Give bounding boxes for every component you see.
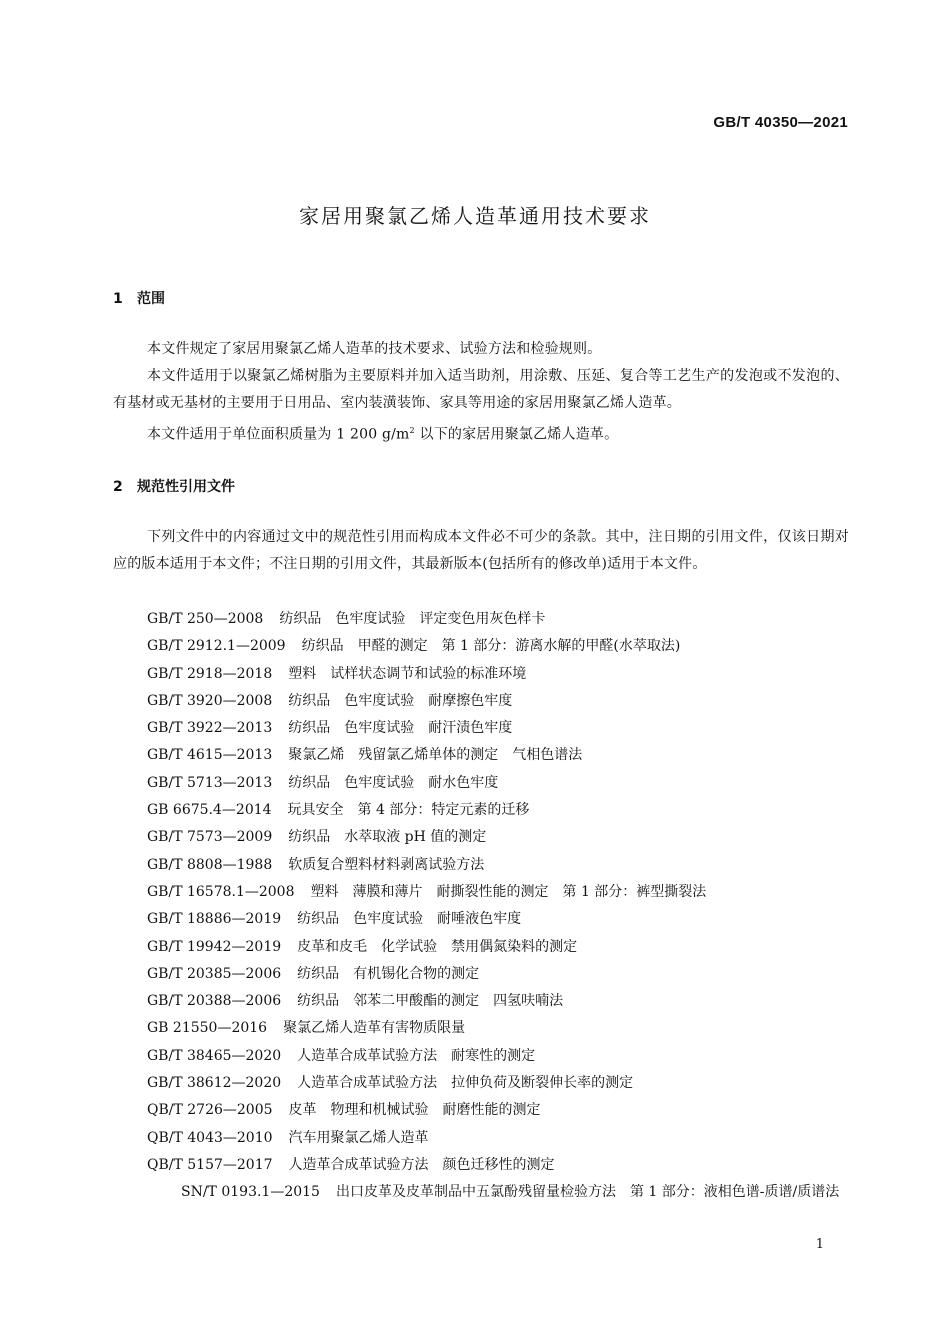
section-2-heading [113,476,235,496]
reference-item: GB/T 18886—2019 纺织品 色牢度试验 耐唾液色牢度 [147,911,522,928]
reference-item: GB/T 38465—2020 人造革合成革试验方法 耐寒性的测定 [147,1047,536,1064]
section-title: 范围 [137,291,165,307]
reference-item: QB/T 2726—2005 皮革 物理和机械试验 耐磨性能的测定 [147,1102,541,1119]
reference-item: GB/T 2918—2018 塑料 试样状态调节和试验的标准环境 [147,665,527,682]
reference-item: QB/T 4043—2010 汽车用聚氯乙烯人造革 [147,1129,429,1146]
section-1-paragraph: 本文件适用于单位面积质量为 1 200 $g/m^2$ 以下的家居用聚氯乙烯人造革。 [147,426,619,443]
reference-item: GB/T 7573—2009 纺织品 水萃取液 pH 值的测定 [147,829,487,846]
reference-item: GB/T 4615—2013 聚氯乙烯 残留氯乙烯单体的测定 气相色谱法 [147,747,583,764]
reference-item: GB/T 38612—2020 人造革合成革试验方法 拉伸负荷及断裂伸长率的测定 [147,1075,634,1092]
section-title: 规范性引用文件 [137,479,235,495]
section-1-heading [113,288,165,308]
section-1-paragraph: 本文件规定了家居用聚氯乙烯人造革的技术要求、试验方法和检验规则。 [147,341,602,357]
reference-item: GB/T 2912.1—2009 纺织品 甲醛的测定 第 1 部分：游离水解的甲醛(水萃取法) [147,638,681,655]
section-1-paragraph: 本文件适用于以聚氯乙烯树脂为主要原料并加入适当助剂，用涂敷、压延、复合等工艺生产的发泡或不发泡的、有基材或无基材的主要用于日用品、室内装潢装饰、家具等用途的家居用聚氯乙烯人造革。 [113,368,849,411]
reference-item: GB/T 16578.1—2008 塑料 薄膜和薄片 耐撕裂性能的测定 第 1 部分：裤型撕裂法 [147,883,707,900]
document-title: 家居用聚氯乙烯人造革通用技术要求 [299,204,651,228]
reference-item: GB/T 20385—2006 纺织品 有机锡化合物的测定 [147,965,480,982]
reference-item: GB 21550—2016 聚氯乙烯人造革有害物质限量 [147,1020,466,1037]
section-number: 2 [113,479,123,495]
standard-code: GB/T 40350—2021 [713,114,848,131]
reference-item: GB/T 250—2008 纺织品 色牢度试验 评定变色用灰色样卡 [147,611,546,627]
reference-item: GB/T 20388—2006 纺织品 邻苯二甲酸酯的测定 四氢呋喃法 [147,993,564,1010]
section-2-intro: 下列文件中的内容通过文中的规范性引用而构成本文件必不可少的条款。其中，注日期的引用文件，仅该日期对应的版本适用于本文件；不注日期的引用文件，其最新版本(包括所有的修改单)适用于本文件。 [113,529,849,572]
reference-item: GB/T 3922—2013 纺织品 色牢度试验 耐汗渍色牢度 [147,720,513,737]
reference-item: GB 6675.4—2014 玩具安全 第 4 部分：特定元素的迁移 [147,802,530,819]
page-number: 1 [815,1237,824,1252]
reference-item: GB/T 5713—2013 纺织品 色牢度试验 耐水色牢度 [147,774,499,791]
reference-item: GB/T 3920—2008 纺织品 色牢度试验 耐摩擦色牢度 [147,692,513,709]
reference-list [113,606,849,1206]
reference-item: SN/T 0193.1—2015 出口皮革及皮革制品中五氯酚残留量检验方法 第 1 部分：液相色谱-质谱/质谱法 [181,1184,840,1201]
reference-item: GB/T 19942—2019 皮革和皮毛 化学试验 禁用偶氮染料的测定 [147,938,578,955]
reference-item: GB/T 8808—1988 软质复合塑料材料剥离试验方法 [147,856,485,873]
section-number: 1 [113,291,123,307]
reference-item: QB/T 5157—2017 人造革合成革试验方法 颜色迁移性的测定 [147,1156,555,1173]
